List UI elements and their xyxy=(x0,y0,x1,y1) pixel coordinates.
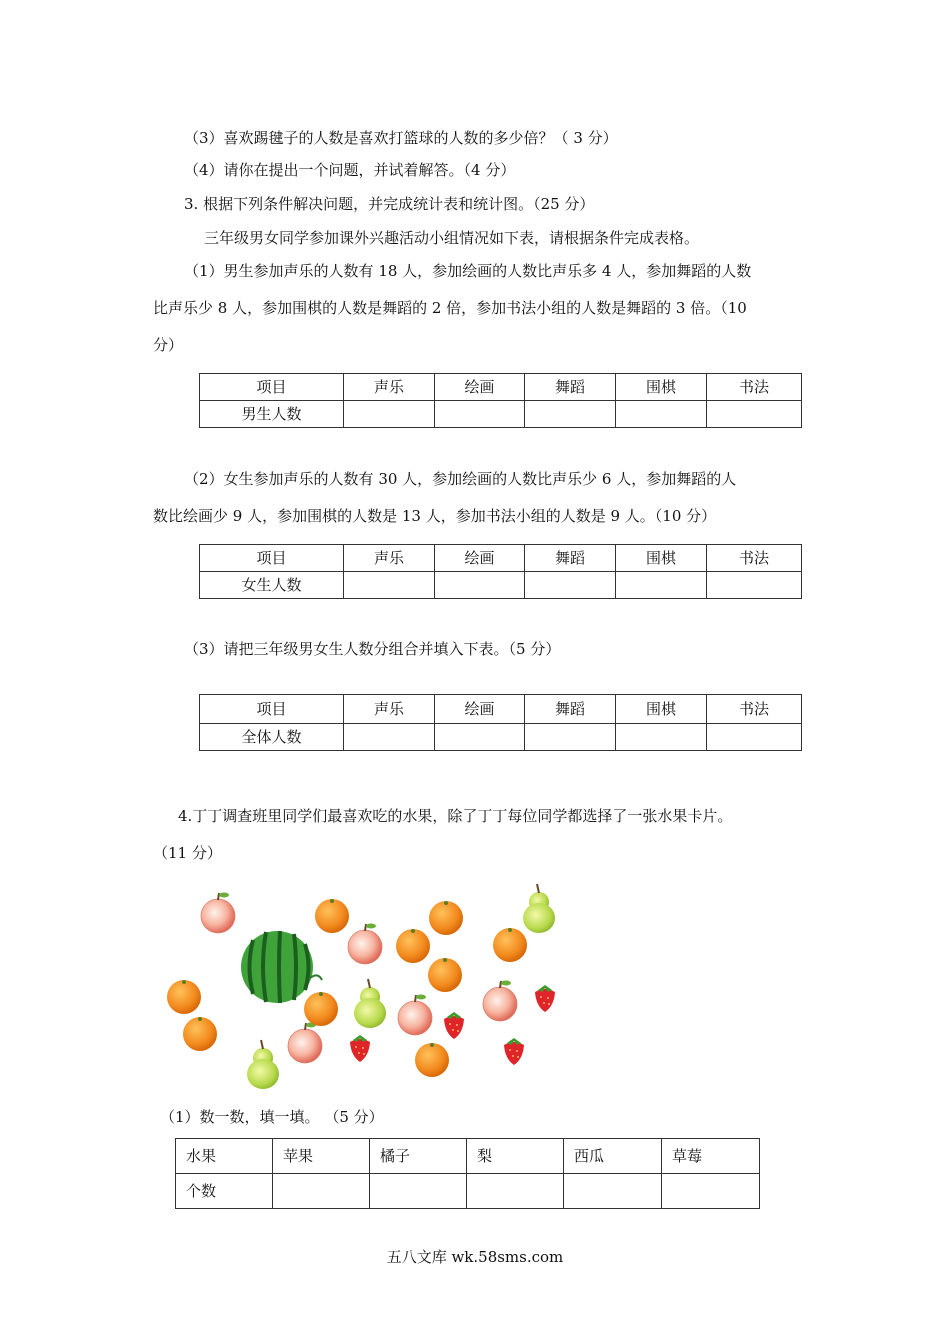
answer-cell[interactable] xyxy=(564,1174,662,1209)
header-cell: 草莓 xyxy=(662,1139,760,1174)
orange-icon xyxy=(183,1017,217,1051)
answer-cell[interactable] xyxy=(344,572,435,599)
orange-icon xyxy=(429,901,463,935)
q3-p2-line2: 数比绘画少 9 人，参加围棋的人数是 13 人，参加书法小组的人数是 9 人。（10 分） xyxy=(153,507,717,525)
answer-cell[interactable] xyxy=(616,401,707,428)
pear-icon xyxy=(247,1040,279,1089)
q3-p1-line2: 比声乐少 8 人，参加围棋的人数是舞蹈的 2 倍，参加书法小组的人数是舞蹈的 3 倍。（10 xyxy=(153,299,747,317)
header-cell: 橘子 xyxy=(370,1139,467,1174)
header-cell: 声乐 xyxy=(344,374,435,401)
answer-cell[interactable] xyxy=(616,572,707,599)
pear-icon xyxy=(523,884,555,933)
row-label: 女生人数 xyxy=(200,572,344,599)
strawberry-icon xyxy=(350,1035,370,1062)
header-cell: 绘画 xyxy=(435,374,525,401)
girls-table xyxy=(199,544,802,599)
answer-cell[interactable] xyxy=(525,401,616,428)
answer-cell[interactable] xyxy=(616,724,707,751)
header-cell: 书法 xyxy=(707,695,802,724)
row-label: 男生人数 xyxy=(200,401,344,428)
row-label: 全体人数 xyxy=(200,724,344,751)
orange-icon xyxy=(315,899,349,933)
orange-icon xyxy=(493,928,527,962)
q2-sub3: （3）喜欢踢毽子的人数是喜欢打篮球的人数的多少倍？（ 3 分） xyxy=(184,129,618,147)
header-cell: 西瓜 xyxy=(564,1139,662,1174)
q4-sub1: （1）数一数，填一填。 （5 分） xyxy=(160,1108,384,1126)
apple-icon xyxy=(288,1023,322,1064)
header-cell: 书法 xyxy=(707,374,802,401)
q3-intro: 三年级男女同学参加课外兴趣活动小组情况如下表，请根据条件完成表格。 xyxy=(204,229,700,247)
header-cell: 项目 xyxy=(200,374,344,401)
header-cell: 苹果 xyxy=(273,1139,370,1174)
answer-cell[interactable] xyxy=(467,1174,564,1209)
apple-icon xyxy=(348,924,382,965)
header-cell: 舞蹈 xyxy=(525,374,616,401)
boys-table xyxy=(199,373,802,428)
q4-line2: （11 分） xyxy=(153,844,222,862)
answer-cell[interactable] xyxy=(344,401,435,428)
total-table xyxy=(199,694,802,751)
orange-icon xyxy=(428,958,462,992)
header-cell: 围棋 xyxy=(616,695,707,724)
q3-title: 3. 根据下列条件解决问题，并完成统计表和统计图。（25 分） xyxy=(184,195,595,213)
header-cell: 项目 xyxy=(200,545,344,572)
row-label: 个数 xyxy=(176,1174,273,1209)
answer-cell[interactable] xyxy=(435,401,525,428)
watermelon-icon xyxy=(241,931,322,1003)
pear-icon xyxy=(354,979,386,1028)
orange-icon xyxy=(415,1043,449,1077)
header-cell: 绘画 xyxy=(435,695,525,724)
header-cell: 梨 xyxy=(467,1139,564,1174)
answer-cell[interactable] xyxy=(525,572,616,599)
apple-icon xyxy=(398,995,432,1036)
header-cell: 声乐 xyxy=(344,545,435,572)
header-cell: 绘画 xyxy=(435,545,525,572)
q3-p2-line1: （2）女生参加声乐的人数有 30 人，参加绘画的人数比声乐少 6 人，参加舞蹈的人 xyxy=(184,470,737,488)
answer-cell[interactable] xyxy=(707,572,802,599)
apple-icon xyxy=(201,893,235,934)
q3-p1-line1: （1）男生参加声乐的人数有 18 人，参加绘画的人数比声乐多 4 人，参加舞蹈的人数 xyxy=(184,262,752,280)
answer-cell[interactable] xyxy=(273,1174,370,1209)
answer-cell[interactable] xyxy=(435,724,525,751)
apple-icon xyxy=(483,981,517,1022)
header-cell: 围棋 xyxy=(616,545,707,572)
answer-cell[interactable] xyxy=(525,724,616,751)
q3-p1-line3: 分） xyxy=(153,336,184,354)
fruit-count-table xyxy=(175,1138,760,1209)
header-cell: 项目 xyxy=(200,695,344,724)
answer-cell[interactable] xyxy=(662,1174,760,1209)
answer-cell[interactable] xyxy=(344,724,435,751)
orange-icon xyxy=(167,980,201,1014)
answer-cell[interactable] xyxy=(707,724,802,751)
strawberry-icon xyxy=(504,1038,524,1065)
header-cell: 水果 xyxy=(176,1139,273,1174)
strawberry-icon xyxy=(535,985,555,1012)
orange-icon xyxy=(304,992,338,1026)
q3-p3: （3）请把三年级男女生人数分组合并填入下表。（5 分） xyxy=(184,640,561,658)
header-cell: 书法 xyxy=(707,545,802,572)
footer-watermark: 五八文库 wk.58sms.com xyxy=(386,1248,564,1266)
header-cell: 声乐 xyxy=(344,695,435,724)
orange-icon xyxy=(396,929,430,963)
answer-cell[interactable] xyxy=(435,572,525,599)
fruit-cards-illustration xyxy=(160,880,580,1096)
strawberry-icon xyxy=(444,1012,464,1039)
header-cell: 舞蹈 xyxy=(525,695,616,724)
q4-line1: 4.丁丁调查班里同学们最喜欢吃的水果，除了丁丁每位同学都选择了一张水果卡片。 xyxy=(178,807,733,825)
header-cell: 舞蹈 xyxy=(525,545,616,572)
answer-cell[interactable] xyxy=(370,1174,467,1209)
q2-sub4: （4）请你在提出一个问题，并试着解答。（4 分） xyxy=(184,161,516,179)
header-cell: 围棋 xyxy=(616,374,707,401)
answer-cell[interactable] xyxy=(707,401,802,428)
